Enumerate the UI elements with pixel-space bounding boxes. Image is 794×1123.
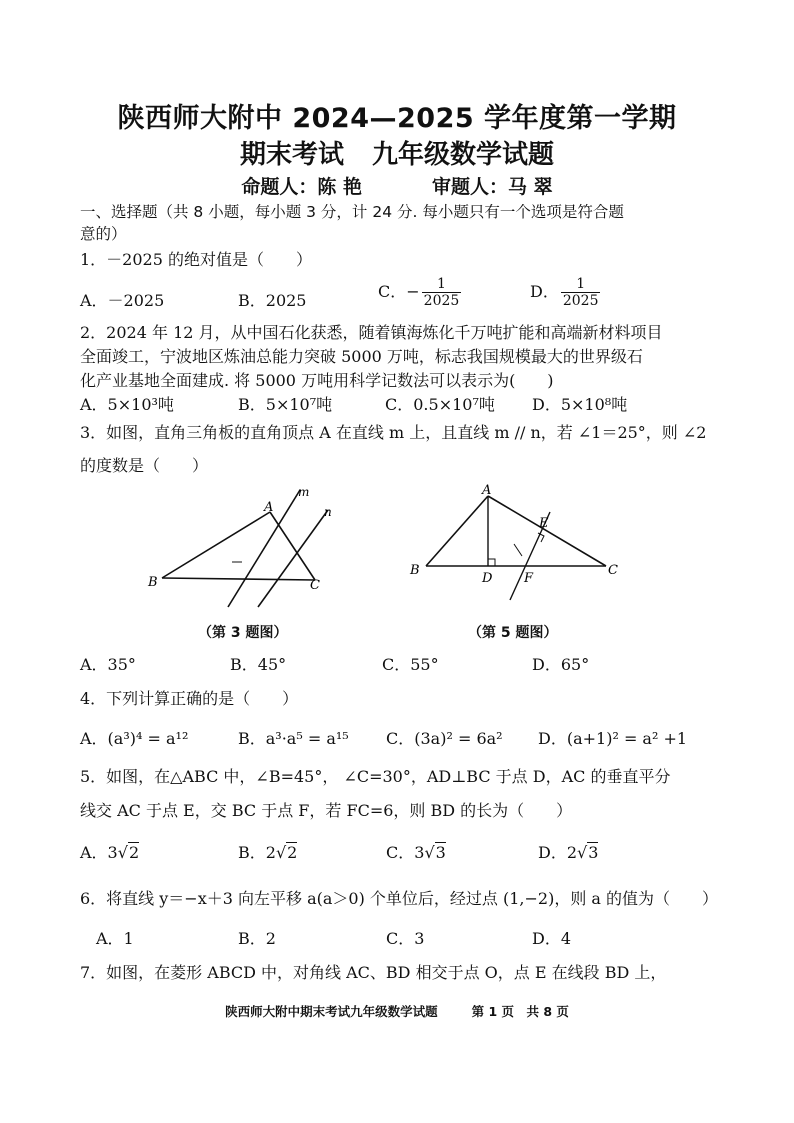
question-author: 命题人：陈 艳 <box>241 176 362 198</box>
q3-line1: 3．如图，直角三角板的直角顶点 A 在直线 m 上，且直线 m // n，若 ∠1＝25°，则 ∠2 <box>80 423 707 442</box>
q3-option-d: D．65° <box>532 655 590 674</box>
q5-c-coef: C．3 <box>386 843 425 862</box>
fig3-line-ba <box>162 512 270 578</box>
fig3-label-m: m <box>298 485 310 499</box>
fig3-caption: （第 3 题图） <box>198 625 288 641</box>
q1-option-c-prefix: C．− <box>378 282 420 301</box>
q4-stem: 4．下列计算正确的是（ ） <box>80 689 299 708</box>
fig5-line-ab <box>426 496 488 566</box>
q5-line1: 5．如图，在△ABC 中，∠B=45°， ∠C=30°，AD⊥BC 于点 D，AC 的垂直平分 <box>80 767 671 786</box>
figure-5 <box>404 482 624 617</box>
q6-option-b: B．2 <box>238 929 276 948</box>
page-footer <box>0 1002 794 1020</box>
q1-c-denominator: 2025 <box>423 293 460 309</box>
q1-option-c-fraction <box>422 276 462 309</box>
fig5-label-b: B <box>410 563 420 578</box>
figure-3 <box>140 482 350 617</box>
q1-c-numerator: 1 <box>437 276 446 292</box>
q2-option-c: C．0.5×10⁷吨 <box>385 395 495 414</box>
fig5-label-f: F <box>524 571 534 586</box>
q1-option-a: A．－2025 <box>80 291 165 310</box>
q5-d-radicand: 3 <box>588 843 599 862</box>
fig5-label-d: D <box>482 571 493 586</box>
q3-option-c: C．55° <box>382 655 439 674</box>
fig3-label-n: n <box>324 505 332 519</box>
q3-line2: 的度数是（ ） <box>80 456 209 475</box>
q4-option-d: D．(a+1)² = a² +1 <box>538 729 688 748</box>
fig5-label-a: A <box>482 483 492 498</box>
fig3-label-a: A <box>264 500 274 515</box>
q1-stem: 1．－2025 的绝对值是（ ） <box>80 250 312 269</box>
q2-line3: 化产业基地全面建成. 将 5000 万吨用科学记数法可以表示为( ) <box>80 371 554 390</box>
q5-a-coef: A．3 <box>80 843 118 862</box>
fig3-line-bc <box>162 578 315 580</box>
fig3-line-ac <box>270 512 315 580</box>
section-header-line1: 一、选择题（共 8 小题，每小题 3 分，计 24 分. 每小题只有一个选项是符合题 <box>80 203 624 221</box>
q6-option-a: A．1 <box>96 929 134 948</box>
q5-a-radicand: 2 <box>128 843 140 862</box>
q3-option-a: A．35° <box>80 655 136 674</box>
q1-option-d <box>530 276 600 309</box>
q1-d-denominator: 2025 <box>562 293 599 309</box>
fig5-caption: （第 5 题图） <box>468 625 558 641</box>
reviewer: 审题人：马 翠 <box>432 176 553 198</box>
q1-option-d-fraction <box>561 276 601 309</box>
fig5-line-af-tick <box>514 544 522 556</box>
q2-option-b: B．5×10⁷吨 <box>238 395 333 414</box>
fig5-label-e: E <box>539 516 549 531</box>
q4-option-a: A．(a³)⁴ = a¹² <box>80 729 189 748</box>
q4-option-b: B．a³·a⁵ = a¹⁵ <box>238 729 349 748</box>
q5-option-c: C．3√3 <box>386 843 446 862</box>
q3-option-b: B．45° <box>230 655 287 674</box>
q5-d-coef: D．2 <box>538 843 578 862</box>
q6-stem: 6．将直线 y＝−x＋3 向左平移 a(a＞0) 个单位后，经过点 (1,−2)，则 a 的值为（ ） <box>80 889 719 908</box>
subtitle-grade-subject: 九年级数学试题 <box>372 140 555 170</box>
q5-b-coef: B．2 <box>238 843 276 862</box>
fig3-label-c: C <box>310 578 320 593</box>
q2-option-d: D．5×10⁸吨 <box>532 395 628 414</box>
q5-option-a: A．3√2 <box>80 843 140 862</box>
q1-option-d-prefix: D． <box>530 282 559 301</box>
q5-line2: 线交 AC 于点 E，交 BC 于点 F，若 FC=6，则 BD 的长为（ ） <box>80 801 573 820</box>
q4-option-c: C．(3a)² = 6a² <box>386 729 503 748</box>
page-number: 第 1 页 共 8 页 <box>471 1004 569 1019</box>
q1-option-c <box>378 276 461 309</box>
q6-option-c: C．3 <box>386 929 425 948</box>
author-line <box>0 172 794 199</box>
q2-option-a: A．5×10³吨 <box>80 395 174 414</box>
q5-option-b: B．2√2 <box>238 843 298 862</box>
section-header-line2: 意的） <box>80 225 127 243</box>
q5-option-d: D．2√3 <box>538 843 599 862</box>
q5-b-radicand: 2 <box>287 843 298 862</box>
q7-stem: 7．如图，在菱形 ABCD 中，对角线 AC、BD 相交于点 O，点 E 在线段 BD 上， <box>80 963 667 982</box>
q1-d-numerator: 1 <box>576 276 586 292</box>
q6-option-d: D．4 <box>532 929 572 948</box>
subtitle-exam-type: 期末考试 <box>239 140 344 170</box>
q5-c-radicand: 3 <box>435 843 446 862</box>
fig5-line-ac <box>488 496 606 566</box>
footer-title: 陕西师大附中期末考试九年级数学试题 <box>225 1004 438 1019</box>
exam-title: 陕西师大附中 2024—2025 学年度第一学期 <box>117 103 677 134</box>
fig5-label-c: C <box>608 563 618 578</box>
q2-line2: 全面竣工，宁波地区炼油总能力突破 5000 万吨，标志我国规模最大的世界级石 <box>80 347 643 366</box>
fig5-right-angle-d <box>488 559 495 566</box>
exam-subtitle <box>0 134 794 171</box>
fig3-label-b: B <box>148 575 158 590</box>
q2-line1: 2．2024 年 12 月，从中国石化获悉，随着镇海炼化千万吨扩能和高端新材料项目 <box>80 323 663 342</box>
q1-option-b: B．2025 <box>238 291 307 310</box>
